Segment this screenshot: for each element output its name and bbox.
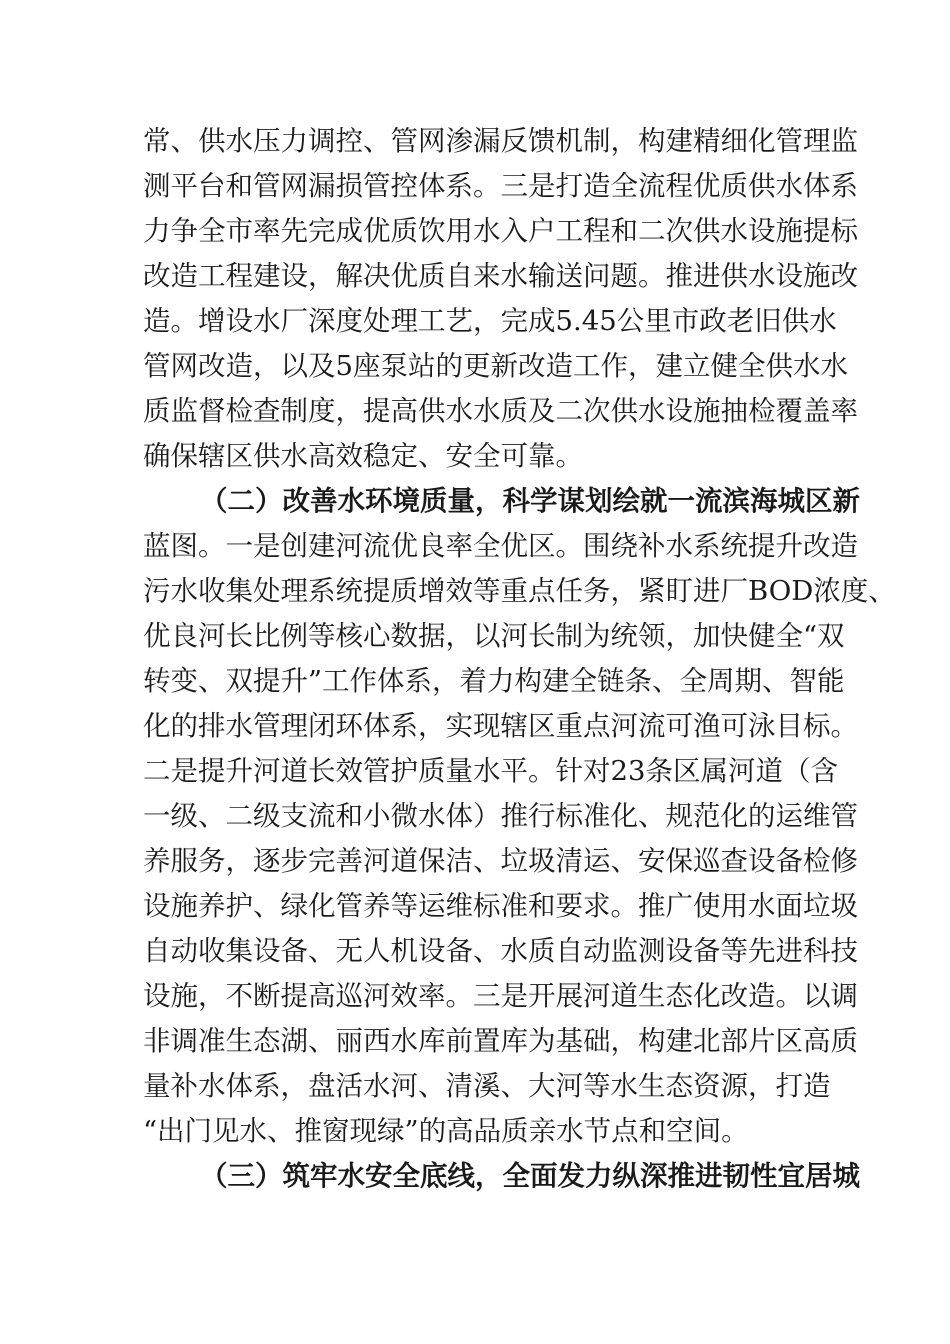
- text-line: 改造工程建设，解决优质自来水输送问题。推进供水设施改: [143, 260, 858, 292]
- text-line: 常、供水压力调控、管网渗漏反馈机制，构建精细化管理监: [143, 125, 858, 157]
- text-line: 二是提升河道长效管护质量水平。针对23条区属河道（含: [143, 755, 838, 787]
- text-line: 设施养护、绿化管养等运维标准和要求。推广使用水面垃圾: [143, 890, 858, 922]
- text-line: 养服务，逐步完善河道保洁、垃圾清运、安保巡查设备检修: [143, 845, 858, 877]
- text-line: 测平台和管网漏损管控体系。三是打造全流程优质供水体系: [143, 170, 858, 202]
- section-heading-2: （二）改善水环境质量，科学谋划绘就一流滨海城区新: [200, 485, 860, 517]
- text-line: “出门见水、推窗现绿”的高品质亲水节点和空间。: [143, 1115, 749, 1147]
- text-line: 一级、二级支流和小微水体）推行标准化、规范化的运维管: [143, 800, 858, 832]
- text-line: 质监督检查制度，提高供水水质及二次供水设施抽检覆盖率: [143, 395, 858, 427]
- text-line: 量补水体系，盘活水河、清溪、大河等水生态资源，打造: [143, 1070, 831, 1102]
- text-line: 优良河长比例等核心数据，以河长制为统领，加快健全“双: [143, 620, 845, 652]
- section-heading-3: （三）筑牢水安全底线，全面发力纵深推进韧性宜居城: [200, 1160, 860, 1192]
- text-line: 污水收集处理系统提质增效等重点任务，紧盯进厂BOD浓度、: [143, 575, 896, 607]
- text-line: 力争全市率先完成优质饮用水入户工程和二次供水设施提标: [143, 215, 858, 247]
- text-line: 转变、双提升”工作体系，着力构建全链条、全周期、智能: [143, 665, 845, 697]
- text-line: 确保辖区供水高效稳定、安全可靠。: [143, 440, 583, 472]
- text-line: 造。增设水厂深度处理工艺，完成5.45公里市政老旧供水: [143, 305, 837, 337]
- text-line: 管网改造，以及5座泵站的更新改造工作，建立健全供水水: [143, 350, 848, 382]
- text-line: 非调准生态湖、丽西水库前置库为基础，构建北部片区高质: [143, 1025, 858, 1057]
- text-line: 自动收集设备、无人机设备、水质自动监测设备等先进科技: [143, 935, 858, 967]
- text-line: 设施，不断提高巡河效率。三是开展河道生态化改造。以调: [143, 980, 858, 1012]
- text-line: 蓝图。一是创建河流优良率全优区。围绕补水系统提升改造: [143, 530, 858, 562]
- text-line: 化的排水管理闭环体系，实现辖区重点河流可渔可泳目标。: [143, 710, 858, 742]
